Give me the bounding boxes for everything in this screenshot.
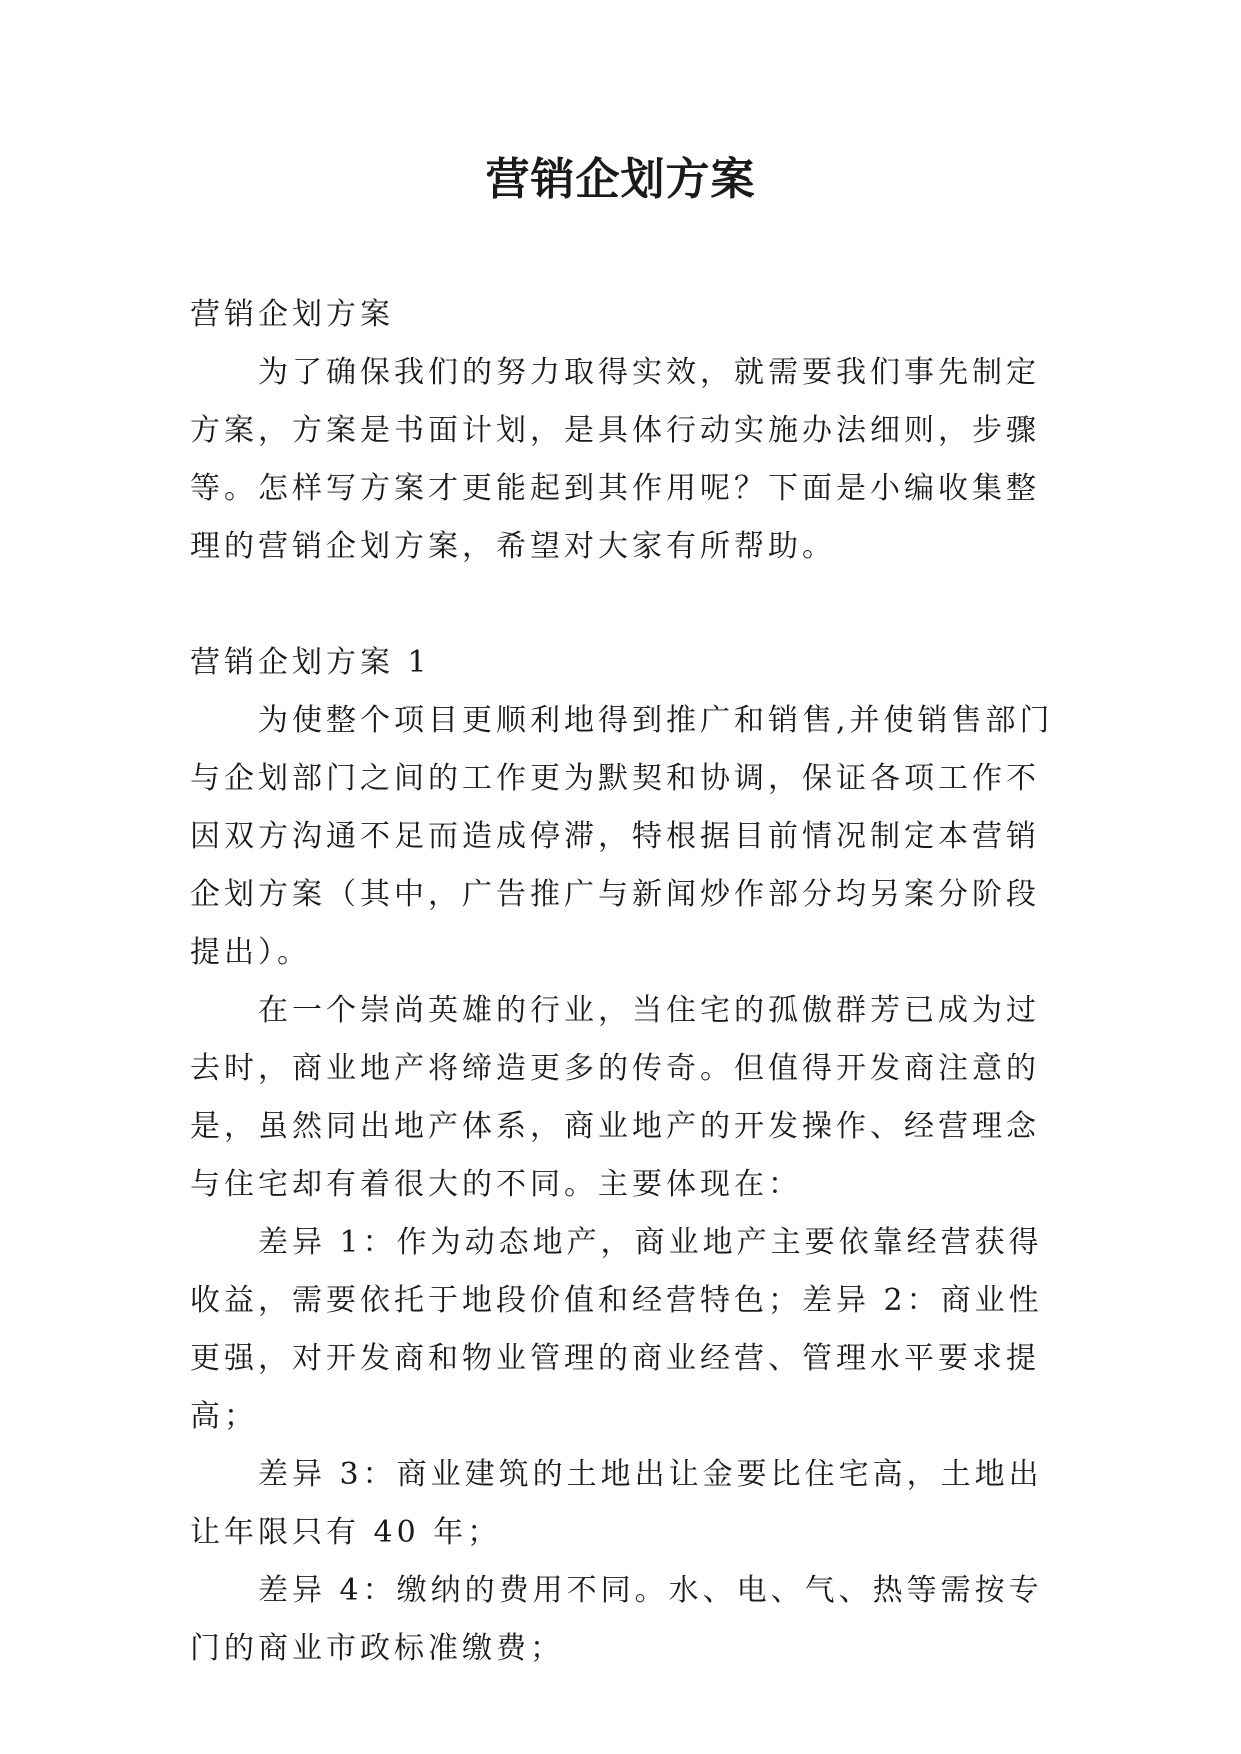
body-paragraph: 差异 4：缴纳的费用不同。水、电、气、热等需按专门的商业市政标准缴费； (190, 1573, 1043, 1666)
intro-paragraph: 为了确保我们的努力取得实效，就需要我们事先制定方案，方案是书面计划，是具体行动实施办法细则，步骤等。怎样写方案才更能起到其作用呢？下面是小编收集整理的营销企划方案，希望对大家有所帮助。 (190, 355, 1040, 564)
section-spacer (190, 576, 1070, 634)
page-title: 营销企划方案 (485, 154, 756, 205)
section-heading: 营销企划方案 1 (190, 645, 431, 680)
body-paragraph: 差异 3：商业建筑的土地出让金要比住宅高，土地出让年限只有 40 年； (190, 1457, 1043, 1550)
document-subtitle: 营销企划方案 (190, 297, 394, 332)
document-body (190, 286, 1070, 1678)
body-paragraph: 在一个崇尚英雄的行业，当住宅的孤傲群芳已成为过去时，商业地产将缔造更多的传奇。但值得开发商注意的是，虽然同出地产体系，商业地产的开发操作、经营理念与住宅却有着很大的不同。主要体现在： (190, 993, 1040, 1202)
body-paragraph: 为使整个项目更顺利地得到推广和销售,并使销售部门与企划部门之间的工作更为默契和协调，保证各项工作不因双方沟通不足而造成停滞，特根据目前情况制定本营销企划方案（其中，广告推广与新闻炒作部分均另案分阶段提出）。 (190, 703, 1054, 970)
body-paragraph: 差异 1：作为动态地产，商业地产主要依靠经营获得收益，需要依托于地段价值和经营特色；差异 2：商业性更强，对开发商和物业管理的商业经营、管理水平要求提高； (190, 1225, 1043, 1434)
